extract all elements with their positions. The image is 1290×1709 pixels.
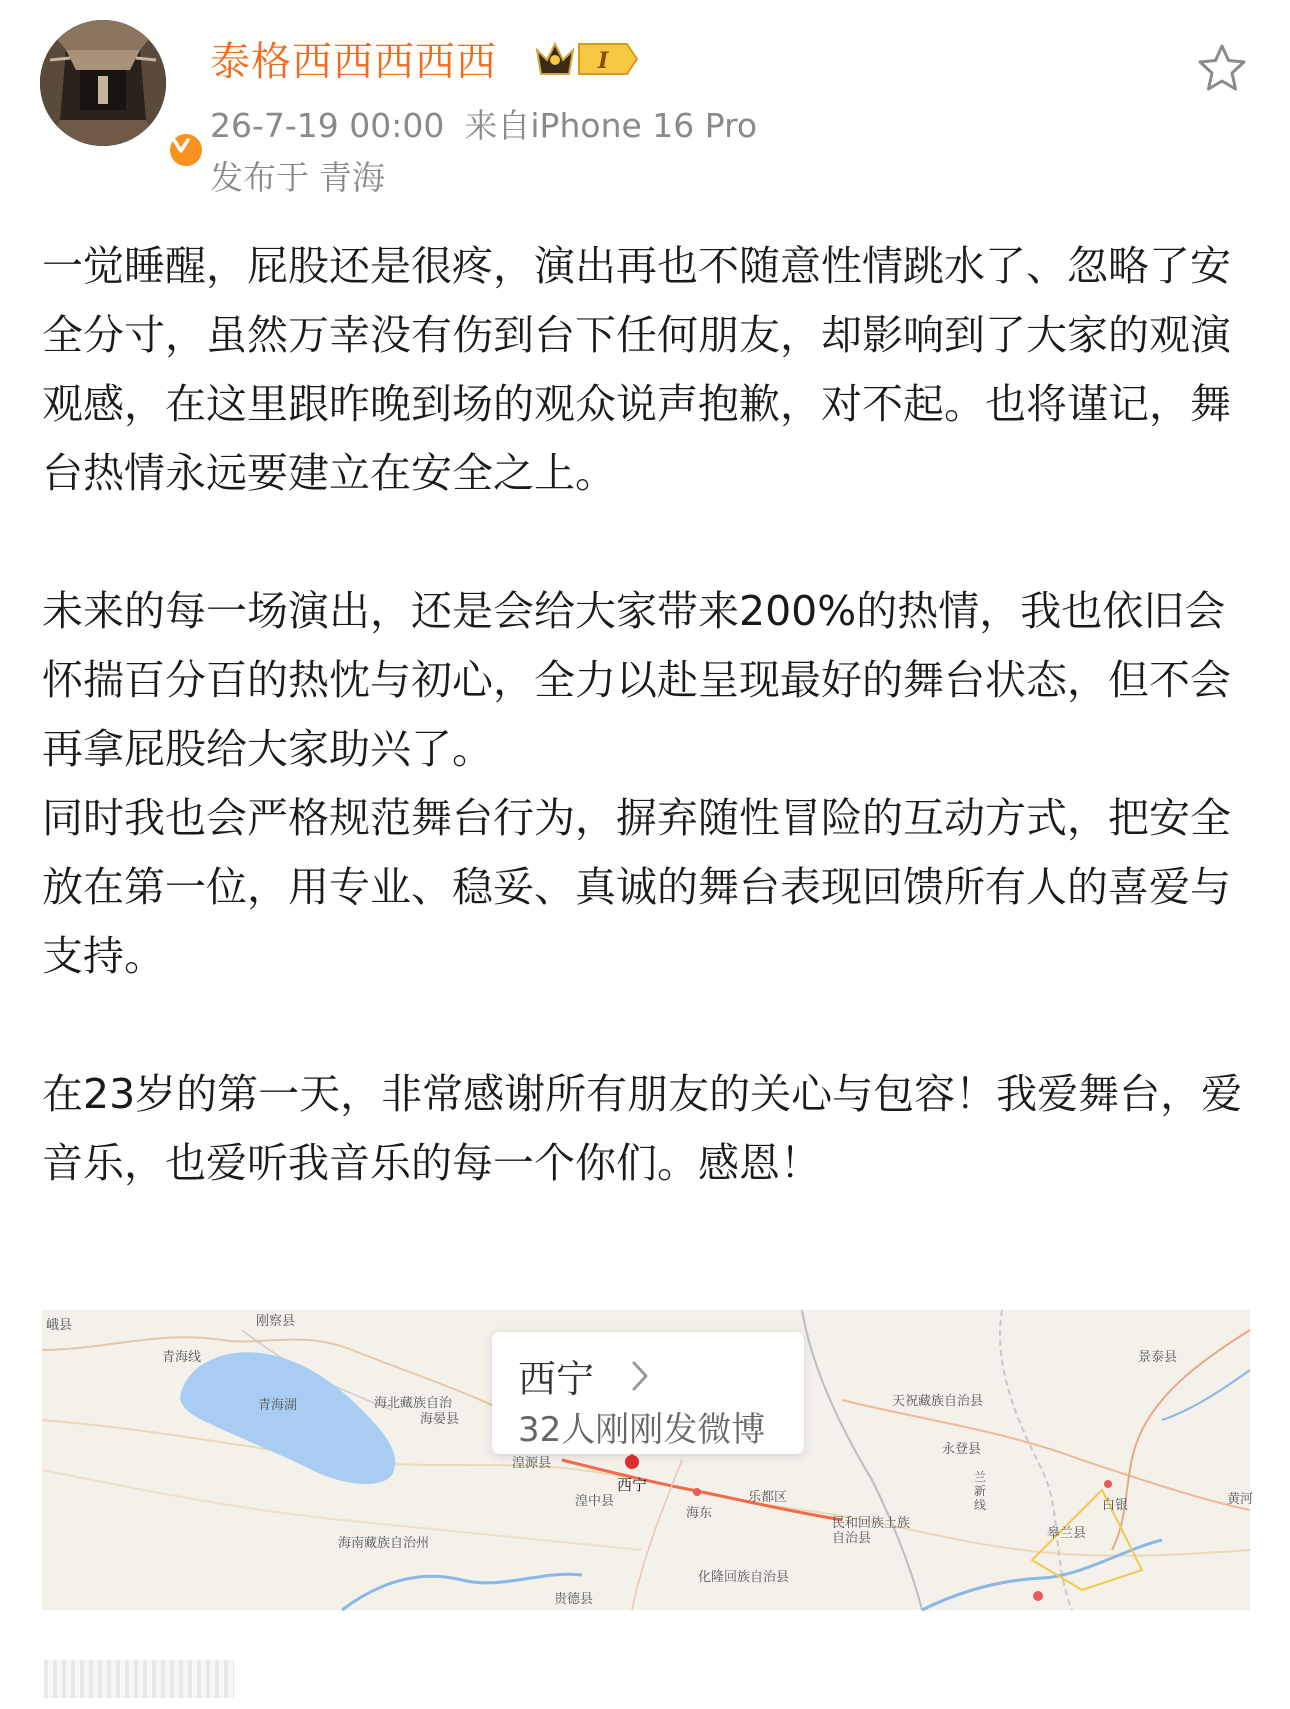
- map-label: 永登县: [942, 1442, 982, 1457]
- post-body: [42, 232, 1252, 1198]
- post-source: 来自iPhone 16 Pro: [464, 106, 758, 145]
- vip-crown-icon[interactable]: [533, 38, 641, 84]
- qinghai-lake: [180, 1352, 395, 1484]
- location-map[interactable]: [42, 1310, 1254, 1610]
- map-label: 海南藏族自治州: [338, 1536, 430, 1551]
- post-paragraph: 在23岁的第一天，非常感谢所有朋友的关心与包容！我爱舞台，爱音乐，也爱听我音乐的每一个你们。感恩！: [42, 1070, 1243, 1187]
- username[interactable]: 泰格西西西西西: [210, 39, 497, 85]
- map-label: 刚察县: [256, 1314, 296, 1329]
- map-label: 景泰县: [1138, 1350, 1178, 1365]
- map-label: 海东: [686, 1506, 713, 1521]
- post-meta: [210, 100, 757, 147]
- avatar[interactable]: [40, 20, 166, 146]
- vip-level-text: I: [598, 48, 609, 74]
- avatar-photo: [40, 20, 166, 146]
- verified-icon: [166, 130, 206, 170]
- paragraph-gap: [42, 508, 1252, 577]
- map-label: 皋兰县: [1047, 1526, 1087, 1541]
- map-label: 化隆回族自治县: [698, 1570, 790, 1585]
- location-name: 青海: [319, 158, 385, 197]
- map-label: 峨县: [46, 1318, 73, 1333]
- map-city-label: 西宁: [617, 1476, 648, 1494]
- map-label: 白银: [1102, 1498, 1129, 1513]
- post-location: [210, 152, 385, 199]
- map-label: 湟源县: [512, 1456, 552, 1471]
- post-time: 26-7-19 00:00: [210, 106, 445, 145]
- map-location-popup[interactable]: [492, 1332, 804, 1454]
- map-label: 黄河: [1227, 1492, 1254, 1507]
- loading-placeholder: [44, 1660, 234, 1698]
- map-label: 天祝藏族自治县: [892, 1394, 984, 1409]
- popup-city-name: 西宁: [518, 1357, 595, 1401]
- map-label: 海北藏族自治: [374, 1396, 453, 1411]
- map-label: 海晏县: [420, 1412, 460, 1427]
- paragraph-gap: [42, 991, 1252, 1060]
- map-label: 青海湖: [258, 1398, 298, 1413]
- post-paragraph: 同时我也会严格规范舞台行为，摒弃随性冒险的互动方式，把安全放在第一位，用专业、稳妥、真诚的舞台表现回馈所有人的喜爱与支持。: [42, 794, 1231, 980]
- post-paragraph: 一觉睡醒，屁股还是很疼，演出再也不随意性情跳水了、忽略了安全分寸，虽然万幸没有伤到台下任何朋友，却影响到了大家的观演观感，在这里跟昨晚到场的观众说声抱歉，对不起。也将谨记，舞台热情永远要建立在安全之上。: [42, 242, 1231, 497]
- map-label: 乐都区: [748, 1490, 788, 1505]
- popup-post-count: 32人刚刚发微博: [518, 1410, 766, 1450]
- map-label: 青海线: [162, 1350, 202, 1365]
- favorite-star-icon[interactable]: [1196, 42, 1248, 98]
- post-paragraph: 未来的每一场演出，还是会给大家带来200%的热情，我也依旧会怀揣百分百的热忱与初心，全力以赴呈现最好的舞台状态，但不会再拿屁股给大家助兴了。: [42, 587, 1231, 773]
- map-label: 兰新线: [974, 1470, 987, 1512]
- location-prefix: 发布于: [210, 158, 309, 197]
- map-label: 民和回族土族自治县: [832, 1516, 911, 1546]
- map-label: 贵德县: [554, 1592, 594, 1607]
- map-label: 湟中县: [575, 1494, 615, 1509]
